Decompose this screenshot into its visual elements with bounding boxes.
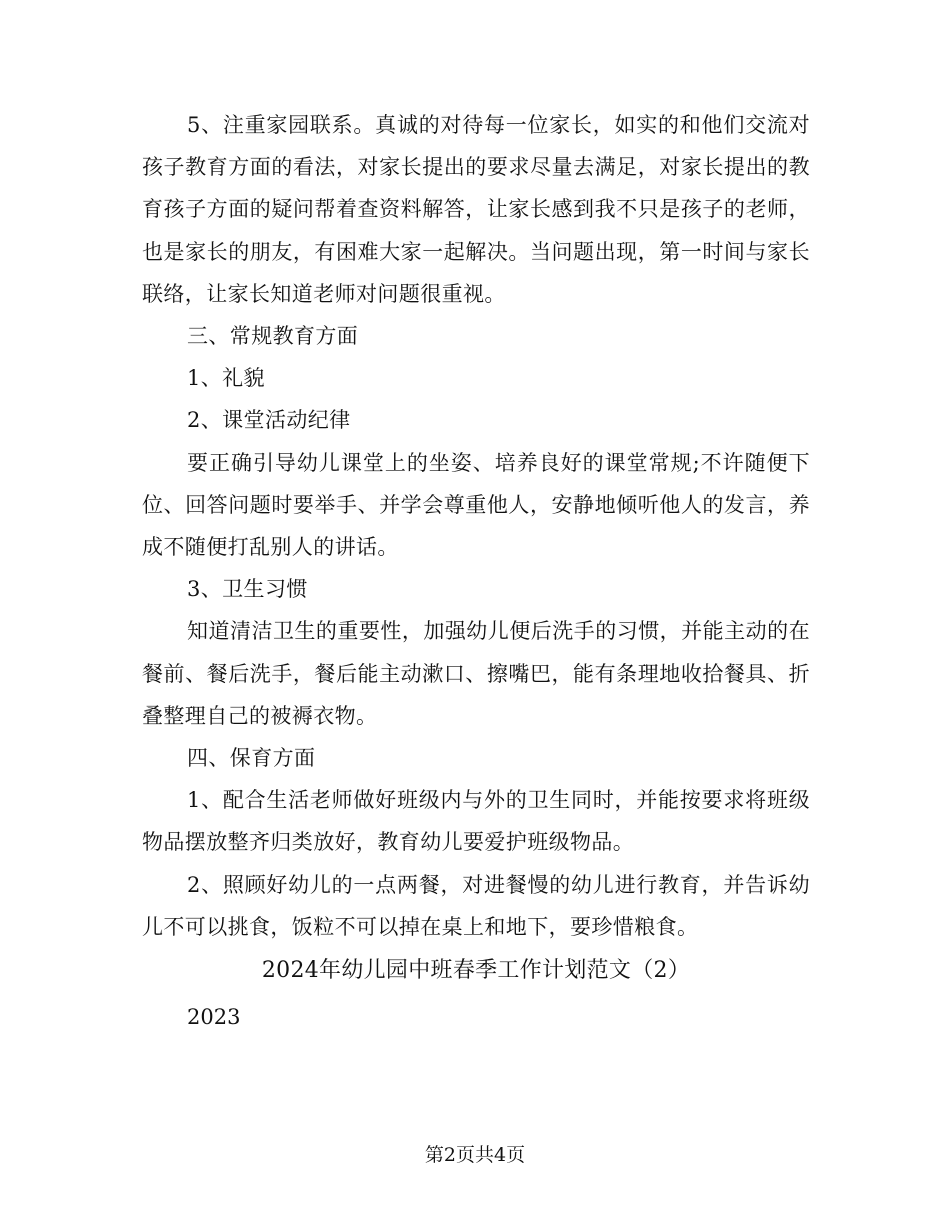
paragraph-classroom-discipline: 要正确引导幼儿课堂上的坐姿、培养良好的课堂常规;不许随便下位、回答问题时要举手、并学会尊重他人，安静地倾听他人的发言，养成不随便打乱别人的讲话。: [142, 450, 810, 560]
item-hygiene-habits: 3、卫生习惯: [187, 577, 308, 602]
section-title: 2024年幼儿园中班春季工作计划范文（2）: [261, 958, 691, 983]
item-classroom-discipline: 2、课堂活动纪律: [187, 408, 351, 433]
paragraph-hygiene-habits: 知道清洁卫生的重要性，加强幼儿便后洗手的习惯，并能主动的在餐前、餐后洗手，餐后能主动漱口、擦嘴巴，能有条理地收拾餐具、折叠整理自己的被褥衣物。: [142, 619, 810, 728]
page-footer: 第2页共4页: [424, 1144, 526, 1166]
heading-routine-education: 三、常规教育方面: [187, 324, 359, 349]
year-line: 2023: [187, 1005, 241, 1029]
heading-childcare: 四、保育方面: [187, 746, 316, 771]
document-body: [142, 104, 810, 948]
paragraph-home-school-contact: 5、注重家园联系。真诚的对待每一位家长，如实的和他们交流对孩子教育方面的看法，对家长提出的要求尽量去满足，对家长提出的教育孩子方面的疑问帮着查资料解答，让家长感到我不只是孩子的老师，也是家长的朋友，有困难大家一起解决。当问题出现，第一时间与家长联络，让家长知道老师对问题很重视。: [142, 113, 810, 306]
paragraph-childcare-1: 1、配合生活老师做好班级内与外的卫生同时，并能按要求将班级物品摆放整齐归类放好，教育幼儿要爱护班级物品。: [142, 788, 810, 855]
item-courtesy: 1、礼貌: [187, 366, 265, 391]
paragraph-childcare-2: 2、照顾好幼儿的一点两餐，对进餐慢的幼儿进行教育，并告诉幼儿不可以挑食，饭粒不可以掉在桌上和地下，要珍惜粮食。: [142, 872, 810, 939]
